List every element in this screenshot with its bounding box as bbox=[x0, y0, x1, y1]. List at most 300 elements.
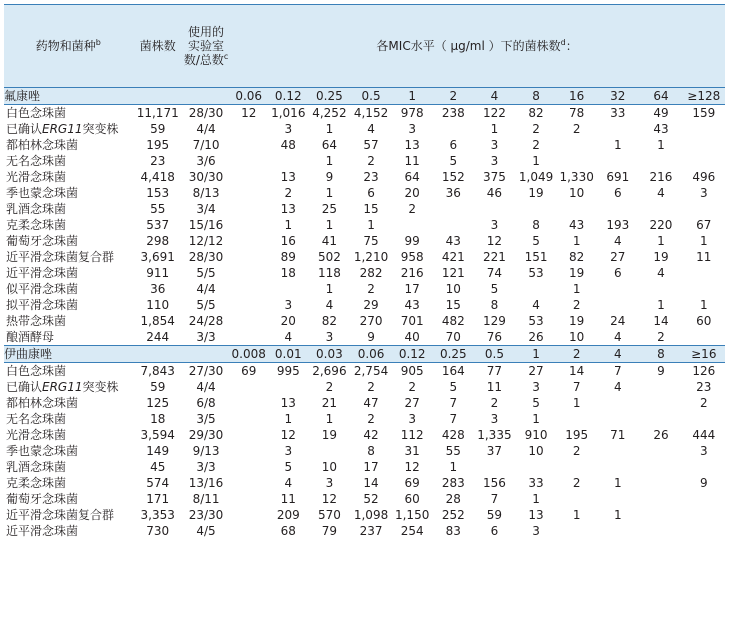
mic-count-cell: 152 bbox=[441, 170, 465, 184]
species-name: 白色念珠菌 bbox=[4, 105, 133, 122]
mic-count-cell bbox=[683, 491, 725, 507]
mic-count-cell: 216 bbox=[649, 170, 673, 184]
mic-level-header: 0.12 bbox=[268, 88, 308, 105]
mic-count-cell: 4 bbox=[284, 476, 293, 490]
mic-count-cell bbox=[639, 379, 682, 395]
strain-count-cell: 3,594 bbox=[140, 428, 175, 442]
table-row bbox=[4, 507, 725, 523]
table-row bbox=[4, 265, 725, 281]
mic-count-cell: 254 bbox=[400, 524, 424, 538]
mic-count-cell bbox=[683, 121, 725, 137]
table-row bbox=[4, 411, 725, 427]
mic-count-cell bbox=[683, 329, 725, 346]
mic-count-cell: 78 bbox=[557, 105, 596, 122]
strain-count-cell: 244 bbox=[146, 330, 170, 344]
mic-count-cell bbox=[268, 379, 308, 395]
mic-count-cell: 10 bbox=[569, 330, 585, 344]
mic-level-header: 0.25 bbox=[308, 88, 350, 105]
mic-count-cell: 221 bbox=[482, 250, 506, 264]
strain-count-cell: 153 bbox=[146, 186, 170, 200]
mic-count-cell: 910 bbox=[524, 428, 548, 442]
mic-count-cell: 1 bbox=[325, 186, 334, 200]
header-strain-count: 菌株数 bbox=[133, 5, 183, 88]
mic-count-cell: 10 bbox=[569, 186, 585, 200]
mic-count-cell: 11 bbox=[280, 492, 296, 506]
mic-count-cell bbox=[639, 395, 682, 411]
mic-count-cell: 209 bbox=[276, 508, 300, 522]
mic-count-cell: 3 bbox=[490, 412, 499, 426]
mic-count-cell: 43 bbox=[653, 122, 669, 136]
mic-count-cell: 24 bbox=[610, 314, 626, 328]
strain-count-cell: 11,171 bbox=[133, 105, 183, 122]
table-row bbox=[4, 523, 725, 539]
table-row bbox=[4, 491, 725, 507]
mic-count-cell: 3 bbox=[490, 138, 499, 152]
mic-count-cell: 41 bbox=[321, 234, 338, 248]
mic-count-cell: 1 bbox=[572, 234, 581, 248]
mic-count-cell: 1 bbox=[572, 282, 581, 296]
mic-count-cell: 1,210 bbox=[353, 250, 389, 264]
mic-count-cell bbox=[596, 201, 639, 217]
mic-count-cell: 1 bbox=[325, 282, 334, 296]
mic-count-cell bbox=[596, 491, 639, 507]
mic-count-cell: 7 bbox=[596, 363, 639, 380]
mic-count-cell bbox=[474, 201, 515, 217]
mic-count-cell: 2 bbox=[367, 380, 375, 394]
mic-count-cell: 1,335 bbox=[477, 428, 512, 442]
mic-count-cell: 18 bbox=[280, 266, 296, 280]
mic-count-cell: 421 bbox=[441, 250, 465, 264]
header-labs: 使用的实验室数/总数$^c$ bbox=[183, 5, 229, 88]
mic-count-cell bbox=[596, 121, 639, 137]
mic-count-cell bbox=[229, 507, 268, 523]
mic-count-cell bbox=[683, 153, 725, 169]
mic-level-header: 0.06 bbox=[229, 88, 268, 105]
mic-count-cell: 3 bbox=[284, 122, 293, 136]
strain-count-cell: 4,418 bbox=[140, 170, 175, 184]
mic-count-cell: 2 bbox=[408, 380, 416, 394]
mic-count-cell: 126 bbox=[683, 363, 725, 380]
strain-count-cell: 298 bbox=[146, 234, 170, 248]
mic-count-cell: 83 bbox=[445, 524, 461, 538]
mic-count-cell: 2 bbox=[532, 138, 540, 152]
species-name: 无名念珠菌 bbox=[6, 412, 67, 426]
mic-count-cell: 9 bbox=[699, 476, 708, 490]
labs-cell: 3/3 bbox=[196, 330, 216, 344]
labs-cell: 4/4 bbox=[196, 282, 216, 296]
strain-count-cell: 18 bbox=[150, 412, 166, 426]
mic-count-cell: 6 bbox=[613, 266, 622, 280]
mic-count-cell: 74 bbox=[486, 266, 503, 280]
mic-count-cell: 5 bbox=[532, 396, 540, 410]
mic-count-cell: 4 bbox=[613, 380, 622, 394]
strain-count-cell: 3,353 bbox=[140, 508, 175, 522]
species-name: 已确认ERG11突变株 bbox=[6, 380, 119, 394]
mic-count-cell: 29 bbox=[363, 298, 379, 312]
mic-count-cell: 6 bbox=[490, 524, 499, 538]
mic-count-cell bbox=[229, 443, 268, 459]
mic-count-cell: 1 bbox=[325, 412, 334, 426]
strain-count-cell: 195 bbox=[146, 138, 170, 152]
mic-level-header: ≥16 bbox=[683, 346, 725, 363]
mic-count-cell: 1 bbox=[284, 412, 293, 426]
mic-count-cell bbox=[683, 411, 725, 427]
mic-count-cell: 76 bbox=[486, 330, 503, 344]
mic-count-cell: 2 bbox=[284, 186, 293, 200]
mic-level-header: 64 bbox=[639, 88, 682, 105]
mic-count-cell bbox=[229, 201, 268, 217]
mic-count-cell: 2 bbox=[408, 202, 416, 216]
mic-level-header: 4 bbox=[596, 346, 639, 363]
mic-count-cell: 2 bbox=[572, 122, 581, 136]
mic-count-cell: 27 bbox=[404, 396, 420, 410]
strain-count-cell: 23 bbox=[150, 154, 166, 168]
mic-count-cell: 482 bbox=[441, 314, 465, 328]
mic-count-cell: 122 bbox=[474, 105, 515, 122]
mic-count-cell bbox=[474, 459, 515, 475]
table-row bbox=[4, 297, 725, 313]
species-name: 热带念珠菌 bbox=[6, 314, 67, 328]
mic-count-cell: 59 bbox=[486, 508, 503, 522]
header-drug-species: 药物和菌种$^b$ bbox=[4, 5, 133, 88]
strain-count-cell: 730 bbox=[146, 524, 170, 538]
mic-count-cell: 4,152 bbox=[350, 105, 391, 122]
mic-count-cell: 82 bbox=[569, 250, 585, 264]
mic-count-cell: 60 bbox=[404, 492, 420, 506]
labs-cell: 24/28 bbox=[188, 314, 224, 328]
mic-count-cell bbox=[229, 217, 268, 233]
mic-count-cell bbox=[639, 153, 682, 169]
mic-count-cell: 1 bbox=[490, 122, 499, 136]
labs-cell: 13/16 bbox=[188, 476, 224, 490]
mic-count-cell: 82 bbox=[515, 105, 557, 122]
mic-count-cell: 7 bbox=[490, 492, 499, 506]
mic-count-cell: 82 bbox=[321, 314, 338, 328]
mic-level-header: 2 bbox=[433, 88, 474, 105]
mic-count-cell bbox=[596, 153, 639, 169]
mic-count-cell: 502 bbox=[317, 250, 341, 264]
mic-count-cell: 112 bbox=[400, 428, 424, 442]
mic-level-header: 16 bbox=[557, 88, 596, 105]
labs-cell: 4/4 bbox=[196, 380, 216, 394]
mic-count-cell bbox=[557, 153, 596, 169]
mic-count-cell: 1 bbox=[325, 218, 334, 232]
mic-count-cell: 121 bbox=[441, 266, 465, 280]
mic-level-header: 0.12 bbox=[392, 346, 433, 363]
mic-count-cell: 43 bbox=[569, 218, 585, 232]
mic-count-cell: 71 bbox=[610, 428, 626, 442]
table-body bbox=[4, 88, 725, 540]
labs-cell: 3/3 bbox=[196, 460, 216, 474]
mic-count-cell bbox=[229, 329, 268, 346]
mic-count-cell bbox=[229, 137, 268, 153]
mic-count-cell: 2 bbox=[367, 154, 375, 168]
mic-count-cell: 5 bbox=[284, 460, 293, 474]
mic-level-header: 0.5 bbox=[474, 346, 515, 363]
mic-count-cell bbox=[515, 459, 557, 475]
mic-count-cell: 27 bbox=[515, 363, 557, 380]
mic-count-cell: 2 bbox=[325, 380, 334, 394]
mic-count-cell: 43 bbox=[445, 234, 461, 248]
mic-count-cell: 282 bbox=[359, 266, 383, 280]
table-row bbox=[4, 217, 725, 233]
mic-count-cell bbox=[557, 201, 596, 217]
mic-count-cell: 270 bbox=[359, 314, 383, 328]
mic-count-cell bbox=[639, 523, 682, 539]
mic-count-cell: 570 bbox=[317, 508, 341, 522]
mic-count-cell: 2 bbox=[367, 282, 375, 296]
mic-count-cell: 17 bbox=[404, 282, 420, 296]
mic-count-cell: 13 bbox=[280, 170, 296, 184]
mic-count-cell: 16 bbox=[280, 234, 296, 248]
mic-count-cell bbox=[596, 411, 639, 427]
mic-level-header: 1 bbox=[392, 88, 433, 105]
species-name: 近平滑念珠菌 bbox=[6, 266, 79, 280]
species-name: 葡萄牙念珠菌 bbox=[6, 234, 79, 248]
mic-count-cell: 28 bbox=[445, 492, 461, 506]
section-drug-name: 氟康唑 bbox=[4, 88, 229, 105]
mic-count-cell: 238 bbox=[433, 105, 474, 122]
mic-count-cell: 3 bbox=[325, 330, 334, 344]
mic-count-cell: 283 bbox=[441, 476, 465, 490]
mic-count-cell bbox=[229, 121, 268, 137]
mic-count-cell bbox=[229, 459, 268, 475]
table-row bbox=[4, 427, 725, 443]
mic-count-cell: 19 bbox=[653, 250, 669, 264]
labs-cell: 6/8 bbox=[196, 396, 216, 410]
mic-count-cell bbox=[229, 281, 268, 297]
mic-count-cell: 12 bbox=[280, 428, 296, 442]
mic-count-cell bbox=[433, 201, 474, 217]
mic-count-cell: 99 bbox=[404, 234, 420, 248]
labs-cell: 15/16 bbox=[188, 218, 224, 232]
mic-count-cell: 33 bbox=[596, 105, 639, 122]
mic-distribution-table bbox=[4, 4, 725, 539]
mic-count-cell: 4 bbox=[325, 298, 334, 312]
mic-count-cell: 4 bbox=[613, 330, 622, 344]
mic-count-cell bbox=[268, 281, 308, 297]
strain-count-cell: 110 bbox=[146, 298, 170, 312]
mic-count-cell: 156 bbox=[482, 476, 506, 490]
strain-count-cell: 59 bbox=[150, 122, 166, 136]
labs-cell: 7/10 bbox=[192, 138, 220, 152]
mic-count-cell: 13 bbox=[280, 396, 296, 410]
mic-count-cell: 1 bbox=[699, 298, 708, 312]
labs-cell: 27/30 bbox=[183, 363, 229, 380]
mic-count-cell bbox=[229, 427, 268, 443]
mic-count-cell: 5 bbox=[449, 380, 458, 394]
mic-count-cell: 1 bbox=[613, 508, 622, 522]
mic-count-cell: 26 bbox=[653, 428, 669, 442]
strain-count-cell: 149 bbox=[146, 444, 170, 458]
mic-count-cell: 57 bbox=[363, 138, 379, 152]
mic-count-cell: 6 bbox=[367, 186, 375, 200]
mic-count-cell: 8 bbox=[490, 298, 499, 312]
mic-count-cell: 8 bbox=[367, 444, 375, 458]
mic-count-cell: 23 bbox=[696, 380, 712, 394]
mic-count-cell: 5 bbox=[532, 234, 540, 248]
mic-count-cell: 3 bbox=[532, 380, 540, 394]
species-name: 拟平滑念珠菌 bbox=[6, 298, 79, 312]
strain-count-cell: 1,854 bbox=[140, 314, 175, 328]
species-name: 都柏林念珠菌 bbox=[6, 396, 79, 410]
mic-count-cell bbox=[229, 233, 268, 249]
mic-count-cell: 27 bbox=[610, 250, 626, 264]
mic-count-cell: 216 bbox=[400, 266, 424, 280]
species-name: 葡萄牙念珠菌 bbox=[6, 492, 79, 506]
labs-cell: 4/5 bbox=[196, 524, 216, 538]
table-row bbox=[4, 233, 725, 249]
mic-count-cell bbox=[639, 507, 682, 523]
labs-cell: 8/11 bbox=[192, 492, 220, 506]
mic-count-cell: 2 bbox=[657, 330, 665, 344]
labs-cell: 3/5 bbox=[196, 412, 216, 426]
mic-count-cell: 64 bbox=[321, 138, 338, 152]
mic-count-cell: 7 bbox=[572, 380, 581, 394]
labs-cell: 28/30 bbox=[183, 105, 229, 122]
mic-count-cell: 53 bbox=[528, 266, 544, 280]
mic-level-header: 1 bbox=[515, 346, 557, 363]
labs-cell: 30/30 bbox=[188, 170, 224, 184]
mic-count-cell bbox=[596, 395, 639, 411]
mic-count-cell: 1 bbox=[284, 218, 293, 232]
mic-count-cell bbox=[229, 169, 268, 185]
mic-count-cell: 1 bbox=[532, 492, 540, 506]
mic-count-cell: 26 bbox=[528, 330, 544, 344]
mic-count-cell: 3 bbox=[284, 444, 293, 458]
mic-count-cell: 14 bbox=[557, 363, 596, 380]
mic-count-cell: 691 bbox=[606, 170, 630, 184]
table-row bbox=[4, 281, 725, 297]
mic-count-cell bbox=[229, 265, 268, 281]
mic-count-cell: 3 bbox=[408, 122, 416, 136]
mic-count-cell: 2 bbox=[572, 298, 581, 312]
mic-count-cell bbox=[229, 395, 268, 411]
mic-count-cell: 12 bbox=[486, 234, 503, 248]
labs-cell: 29/30 bbox=[188, 428, 224, 442]
mic-count-cell: 20 bbox=[404, 186, 420, 200]
mic-count-cell: 20 bbox=[280, 314, 296, 328]
strain-count-cell: 574 bbox=[146, 476, 170, 490]
table-row bbox=[4, 185, 725, 201]
mic-count-cell bbox=[639, 459, 682, 475]
mic-count-cell: 3 bbox=[699, 444, 708, 458]
mic-count-cell: 33 bbox=[528, 476, 544, 490]
mic-count-cell: 52 bbox=[363, 492, 379, 506]
mic-count-cell bbox=[229, 411, 268, 427]
mic-level-header: 0.03 bbox=[308, 346, 350, 363]
mic-count-cell: 15 bbox=[445, 298, 461, 312]
species-name: 近平滑念珠菌复合群 bbox=[6, 508, 115, 522]
mic-count-cell: 3 bbox=[490, 218, 499, 232]
mic-count-cell: 1 bbox=[325, 154, 334, 168]
labs-cell: 3/4 bbox=[196, 202, 216, 216]
mic-count-cell: 14 bbox=[363, 476, 379, 490]
mic-count-cell: 2 bbox=[699, 396, 708, 410]
mic-count-cell bbox=[229, 491, 268, 507]
table-row bbox=[4, 443, 725, 459]
mic-count-cell: 4 bbox=[532, 298, 540, 312]
mic-count-cell: 2 bbox=[572, 476, 581, 490]
mic-count-cell: 3 bbox=[699, 186, 708, 200]
mic-count-cell bbox=[433, 121, 474, 137]
mic-count-cell bbox=[392, 217, 433, 233]
table-row bbox=[4, 249, 725, 265]
mic-level-header: 2 bbox=[557, 346, 596, 363]
mic-count-cell: 151 bbox=[524, 250, 548, 264]
mic-count-cell: 1,016 bbox=[268, 105, 308, 122]
mic-count-cell: 1 bbox=[325, 122, 334, 136]
mic-count-cell: 958 bbox=[400, 250, 424, 264]
mic-count-cell: 7 bbox=[449, 396, 458, 410]
mic-count-cell: 195 bbox=[565, 428, 589, 442]
mic-count-cell: 1,098 bbox=[353, 508, 389, 522]
mic-count-cell: 64 bbox=[404, 170, 420, 184]
table-header-row bbox=[4, 5, 725, 88]
species-name: 似平滑念珠菌 bbox=[6, 282, 79, 296]
table-row bbox=[4, 475, 725, 491]
mic-level-header: 0.25 bbox=[433, 346, 474, 363]
species-name: 已确认ERG11突变株 bbox=[6, 122, 119, 136]
mic-count-cell: 15 bbox=[363, 202, 379, 216]
species-name: 近平滑念珠菌复合群 bbox=[6, 250, 115, 264]
strain-count-cell: 55 bbox=[150, 202, 166, 216]
mic-count-cell bbox=[639, 411, 682, 427]
mic-count-cell: 1,150 bbox=[394, 508, 430, 522]
table-row bbox=[4, 105, 725, 122]
mic-count-cell bbox=[308, 443, 350, 459]
mic-count-cell bbox=[683, 459, 725, 475]
mic-count-cell: 1,330 bbox=[559, 170, 594, 184]
mic-count-cell: 11 bbox=[486, 380, 503, 394]
labs-cell: 8/13 bbox=[192, 186, 220, 200]
species-name: 无名念珠菌 bbox=[6, 154, 67, 168]
mic-count-cell: 31 bbox=[404, 444, 420, 458]
table-row bbox=[4, 329, 725, 346]
mic-count-cell: 25 bbox=[321, 202, 338, 216]
species-name: 克柔念珠菌 bbox=[6, 218, 67, 232]
mic-level-header: ≥128 bbox=[683, 88, 725, 105]
mic-count-cell: 6 bbox=[449, 138, 458, 152]
labs-cell: 23/30 bbox=[188, 508, 224, 522]
mic-count-cell: 43 bbox=[404, 298, 420, 312]
mic-count-cell: 4 bbox=[367, 122, 375, 136]
strain-count-cell: 59 bbox=[150, 380, 166, 394]
mic-count-cell bbox=[229, 297, 268, 313]
table-row bbox=[4, 121, 725, 137]
species-name: 都柏林念珠菌 bbox=[6, 138, 79, 152]
mic-count-cell: 48 bbox=[280, 138, 296, 152]
mic-count-cell bbox=[683, 523, 725, 539]
mic-count-cell: 10 bbox=[445, 282, 461, 296]
mic-count-cell: 5 bbox=[449, 154, 458, 168]
mic-count-cell: 1 bbox=[657, 234, 665, 248]
mic-count-cell: 2 bbox=[367, 412, 375, 426]
mic-count-cell bbox=[557, 459, 596, 475]
mic-count-cell: 496 bbox=[692, 170, 716, 184]
mic-count-cell: 1 bbox=[657, 138, 665, 152]
mic-count-cell: 159 bbox=[683, 105, 725, 122]
mic-count-cell: 4,252 bbox=[308, 105, 350, 122]
mic-count-cell bbox=[683, 507, 725, 523]
mic-count-cell: 9 bbox=[367, 330, 375, 344]
mic-count-cell: 9 bbox=[639, 363, 682, 380]
mic-count-cell bbox=[229, 523, 268, 539]
mic-count-cell: 37 bbox=[486, 444, 503, 458]
mic-count-cell bbox=[596, 281, 639, 297]
mic-count-cell: 49 bbox=[639, 105, 682, 122]
mic-count-cell: 4 bbox=[613, 234, 622, 248]
